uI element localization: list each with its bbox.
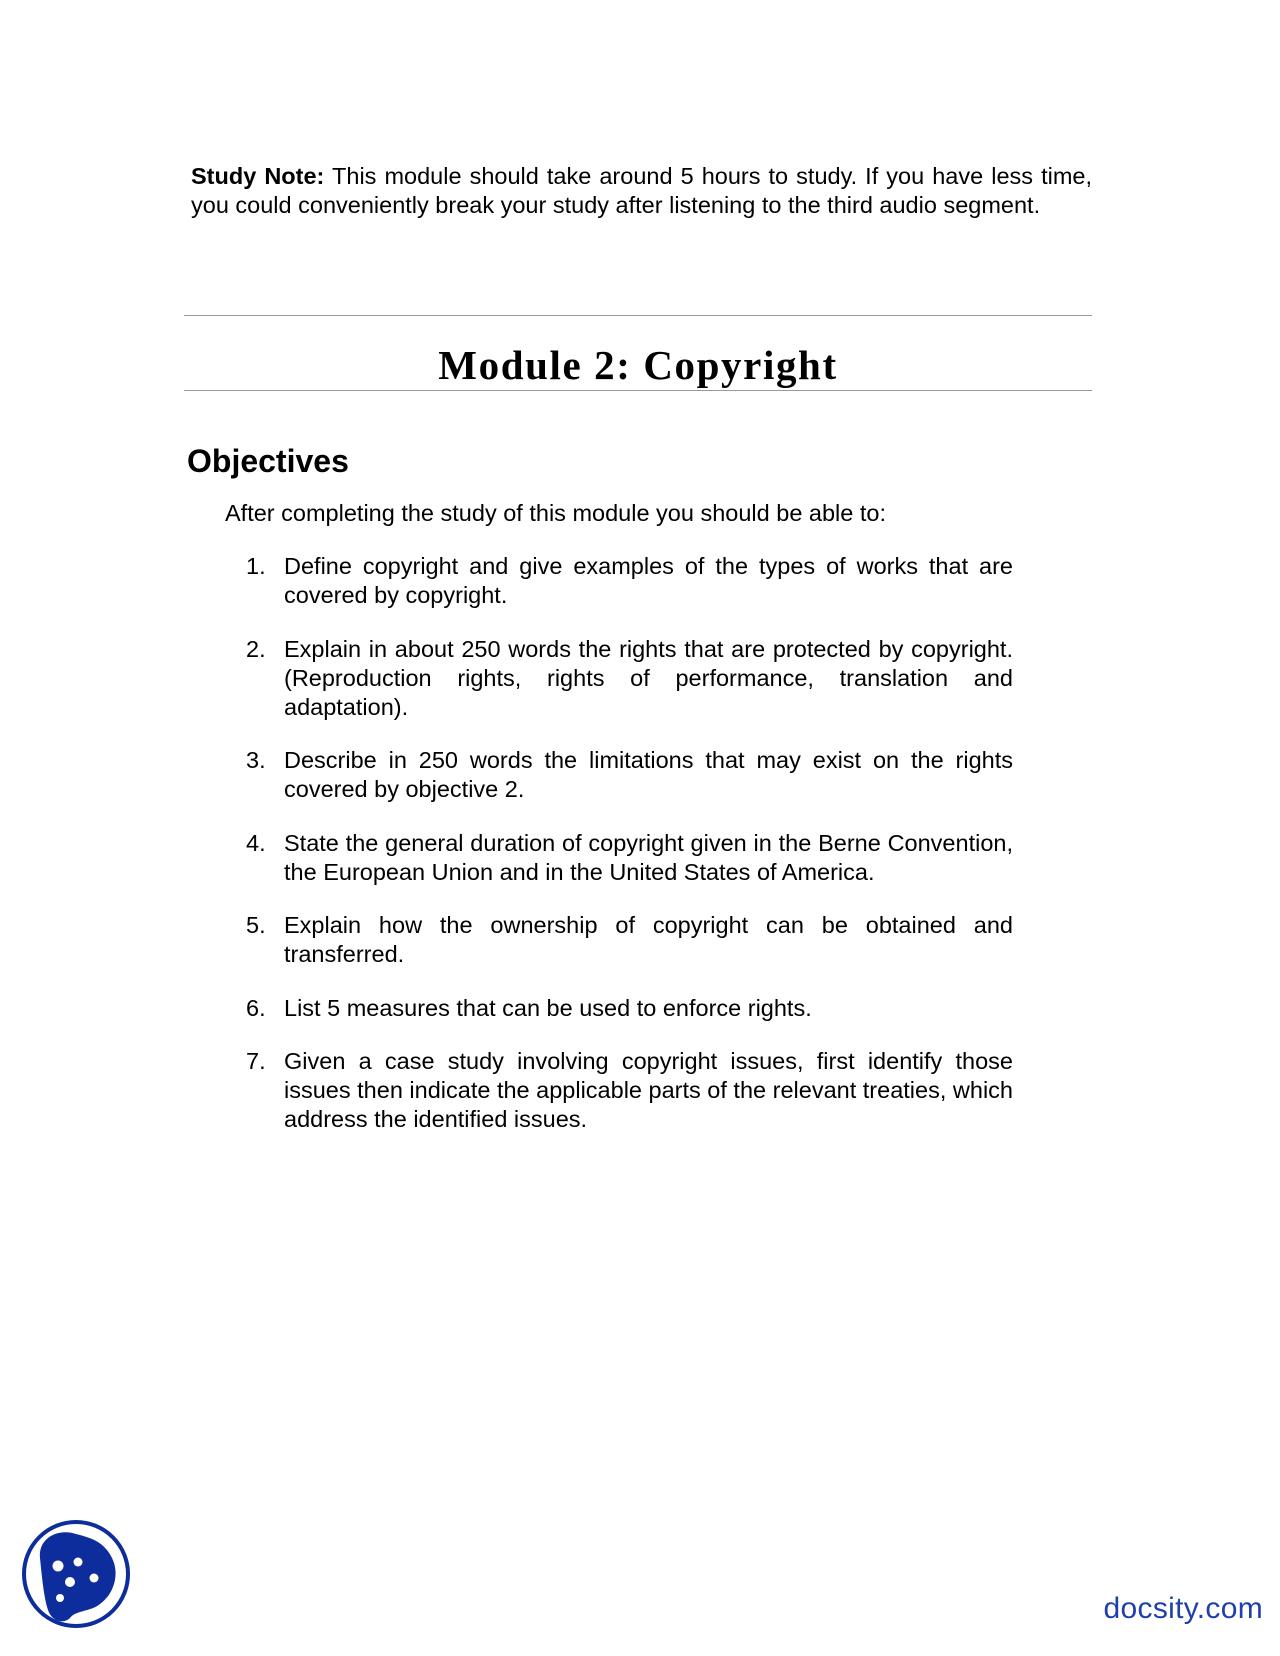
list-item (240, 552, 1013, 610)
list-item-text: Explain how the ownership of copyright can be obtained and transferred. (284, 912, 1013, 967)
list-item-text: Describe in 250 words the limitations that may exist on the rights covered by objective 2. (284, 747, 1013, 802)
list-item-number: 4. (246, 829, 266, 856)
list-item-text: Explain in about 250 words the rights that are protected by copyright. (Reproduction rights, rights of performance, translation and adaptation). (284, 635, 1013, 720)
list-item-text: Define copyright and give examples of the types of works that are covered by copyright. (284, 553, 1013, 608)
study-note-text: This module should take around 5 hours to study. If you have less time, you could conveniently break your study after listening to the third audio segment. (191, 163, 1093, 218)
list-item (240, 829, 1013, 887)
list-item-number: 1. (246, 553, 266, 579)
list-item (240, 635, 1013, 722)
objectives-heading: Objectives (187, 443, 349, 479)
title-top-rule (184, 315, 1092, 316)
docsity-logo-icon[interactable] (20, 1518, 132, 1630)
module-title: Module 2: Copyright (438, 342, 838, 388)
list-item (240, 994, 1013, 1023)
list-item-text: List 5 measures that can be used to enforce rights. (284, 994, 812, 1021)
list-item-number: 2. (246, 635, 266, 662)
list-item-number: 6. (246, 994, 266, 1021)
title-bottom-rule (184, 390, 1092, 391)
list-item-number: 5. (246, 912, 266, 938)
list-item (240, 1047, 1013, 1134)
list-item (240, 911, 1013, 969)
objectives-list (240, 552, 1013, 1159)
list-item-text: Given a case study involving copyright issues, first identify those issues then indicate the applicable parts of the relevant treaties, which address the identified issues. (284, 1048, 1013, 1132)
list-item (240, 746, 1013, 804)
study-note (191, 162, 1092, 220)
objectives-intro: After completing the study of this module you should be able to: (225, 500, 887, 526)
list-item-number: 7. (246, 1048, 266, 1074)
list-item-text: State the general duration of copyright given in the Berne Convention, the European Union and in the United States of America. (284, 829, 1013, 885)
list-item-number: 3. (246, 747, 266, 773)
study-note-label: Study Note: (191, 163, 325, 189)
docsity-brand-link[interactable]: docsity.com (1103, 1592, 1263, 1625)
